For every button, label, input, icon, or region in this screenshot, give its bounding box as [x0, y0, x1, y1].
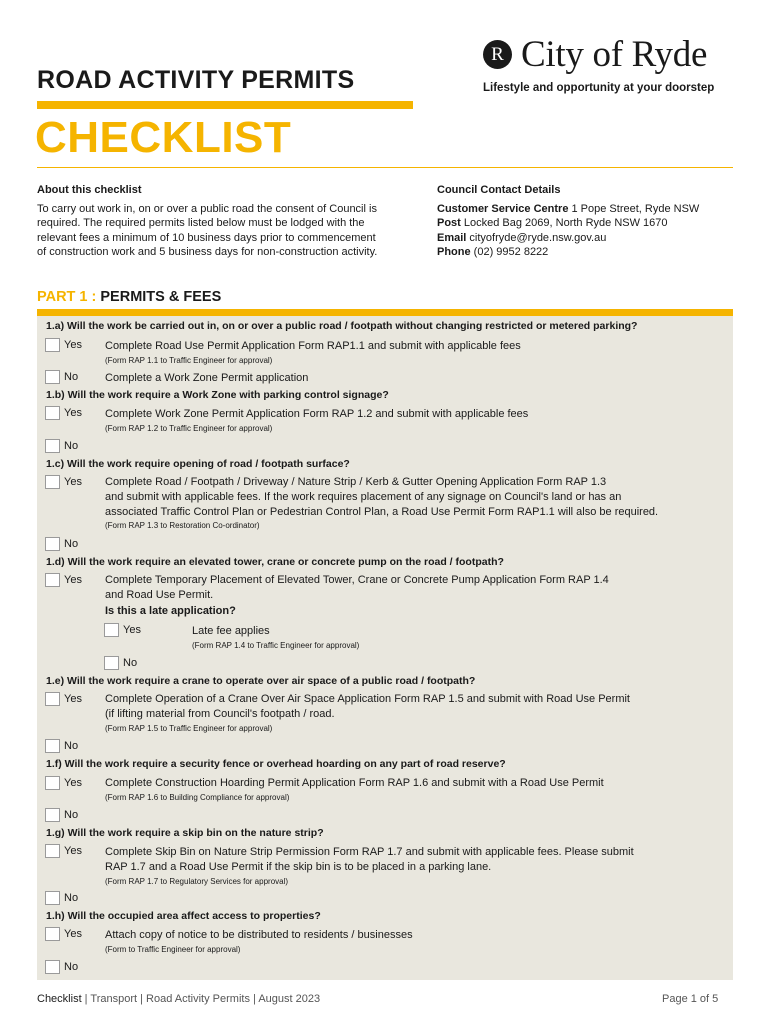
- contact-section: [437, 183, 737, 260]
- q1g-yes-line1: Complete Skip Bin on Nature Strip Permission Form RAP 1.7 and submit with applicable fees. Please submit: [105, 846, 634, 858]
- q1e-yes-line2: (if lifting material from Council's footpath / road.: [105, 708, 335, 720]
- option-label: No: [64, 892, 79, 904]
- q1h-yes-desc: Attach copy of notice to be distributed to residents / businesses: [105, 929, 413, 941]
- question-1h: 1.h) Will the occupied area affect access to properties?: [46, 910, 321, 922]
- q1g-yes-line2: RAP 1.7 and a Road Use Permit if the skip bin is to be placed in a parking lane.: [105, 861, 492, 873]
- option-1h-yes[interactable]: [45, 927, 82, 941]
- q1b-note: (Form RAP 1.2 to Traffic Engineer for approval): [105, 424, 273, 433]
- option-1d-late-yes[interactable]: [104, 623, 141, 637]
- phone-value: (02) 9952 8222: [470, 246, 549, 258]
- option-1f-no[interactable]: [45, 808, 78, 822]
- q1c-yes-line3: associated Traffic Control Plan or Pedestrian Control Plan, a Road Use Permit Form RAP1.1 will also be required.: [105, 506, 659, 518]
- checkbox[interactable]: [104, 656, 119, 670]
- question-1f: 1.f) Will the work require a security fence or overhead hoarding on any part of road reserve?: [46, 758, 506, 770]
- checkbox[interactable]: [45, 692, 60, 706]
- q1a-yes-desc: Complete Road Use Permit Application Form RAP1.1 and submit with applicable fees: [105, 340, 521, 352]
- footer-rest: | Transport | Road Activity Permits | August 2023: [81, 993, 321, 1005]
- question-1g: 1.g) Will the work require a skip bin on the nature strip?: [46, 827, 324, 839]
- option-label: Yes: [64, 476, 82, 488]
- option-label: Yes: [64, 777, 82, 789]
- option-label: Yes: [64, 339, 82, 351]
- checkbox[interactable]: [104, 623, 119, 637]
- q1e-yes-line1: Complete Operation of a Crane Over Air Space Application Form RAP 1.5 and submit with Road Use Permit: [105, 693, 630, 705]
- checkbox[interactable]: [45, 573, 60, 587]
- checkbox[interactable]: [45, 338, 60, 352]
- question-1d: 1.d) Will the work require an elevated tower, crane or concrete pump on the road / footpath?: [46, 556, 504, 568]
- option-label: No: [64, 440, 79, 452]
- option-label: Yes: [64, 574, 82, 586]
- option-1g-no[interactable]: [45, 891, 78, 905]
- checkbox[interactable]: [45, 475, 60, 489]
- option-label: No: [64, 961, 79, 973]
- q1c-note: (Form RAP 1.3 to Restoration Co-ordinator): [105, 521, 260, 530]
- checkbox[interactable]: [45, 739, 60, 753]
- checkbox[interactable]: [45, 808, 60, 822]
- q1c-yes-line1: Complete Road / Footpath / Driveway / Nature Strip / Kerb & Gutter Opening Application Form RAP 1.3: [105, 476, 607, 488]
- option-label: No: [64, 740, 79, 752]
- option-label: Yes: [64, 845, 82, 857]
- document-title: ROAD ACTIVITY PERMITS: [37, 66, 355, 94]
- q1d-yes-line2: and Road Use Permit.: [105, 589, 214, 601]
- option-1c-no[interactable]: [45, 537, 78, 551]
- q1g-note: (Form RAP 1.7 to Regulatory Services for approval): [105, 877, 289, 886]
- option-1a-yes[interactable]: [45, 338, 82, 352]
- about-heading: About this checklist: [37, 184, 142, 196]
- post-value: Locked Bag 2069, North Ryde NSW 1670: [460, 217, 668, 229]
- part-number: PART 1 :: [37, 289, 97, 305]
- question-1c: 1.c) Will the work require opening of road / footpath surface?: [46, 458, 350, 470]
- q1d-late-question: Is this a late application?: [105, 605, 236, 617]
- csc-label: Customer Service Centre: [437, 202, 569, 215]
- option-label: No: [64, 538, 79, 550]
- part-1-title: [37, 289, 221, 305]
- csc-value: 1 Pope Street, Ryde NSW: [568, 202, 700, 215]
- q1f-yes-desc: Complete Construction Hoarding Permit Application Form RAP 1.6 and submit with a Road Use Permit: [105, 777, 604, 789]
- part-divider: [37, 309, 733, 316]
- q1e-note: (Form RAP 1.5 to Traffic Engineer for approval): [105, 724, 273, 733]
- option-1c-yes[interactable]: [45, 475, 82, 489]
- checklist-divider: [37, 167, 733, 168]
- footer-document-info: [37, 993, 320, 1005]
- option-1d-late-no[interactable]: [104, 656, 137, 670]
- tagline: Lifestyle and opportunity at your doorstep: [483, 82, 715, 94]
- q1f-note: (Form RAP 1.6 to Building Compliance for approval): [105, 793, 290, 802]
- option-label: Yes: [64, 407, 82, 419]
- q1c-yes-line2: and submit with applicable fees. If the work requires placement of any signage on Council's land or has an: [105, 491, 622, 503]
- checkbox[interactable]: [45, 776, 60, 790]
- option-1a-no[interactable]: [45, 370, 78, 384]
- checklist-heading: CHECKLIST: [35, 113, 292, 162]
- checkbox[interactable]: [45, 844, 60, 858]
- email-label: Email: [437, 231, 467, 244]
- option-label: No: [64, 809, 79, 821]
- checkbox[interactable]: [45, 960, 60, 974]
- option-label: Yes: [64, 693, 82, 705]
- q1a-no-desc: Complete a Work Zone Permit application: [105, 372, 309, 384]
- checkbox[interactable]: [45, 370, 60, 384]
- about-section: [37, 183, 382, 260]
- phone-label: Phone: [437, 246, 471, 258]
- q1d-yes-line1: Complete Temporary Placement of Elevated Tower, Crane or Concrete Pump Application Form RAP 1.4: [105, 574, 609, 586]
- option-1d-yes[interactable]: [45, 573, 82, 587]
- checkbox[interactable]: [45, 891, 60, 905]
- about-body: To carry out work in, on or over a public road the consent of Council is required. The required permits listed below must be lodged with the relevant fees a minimum of 10 business days prior to commencement of construction work and 5 business days for non-construction activity.: [37, 202, 378, 258]
- option-1e-yes[interactable]: [45, 692, 82, 706]
- question-1a: 1.a) Will the work be carried out in, on or over a public road / footpath without changing restricted or metered parking?: [46, 320, 638, 332]
- part-name: PERMITS & FEES: [96, 289, 222, 305]
- post-label: Post: [437, 217, 461, 229]
- checkbox[interactable]: [45, 406, 60, 420]
- checkbox[interactable]: [45, 537, 60, 551]
- logo-text: City of Ryde: [521, 34, 708, 75]
- option-label: No: [123, 657, 138, 669]
- q1b-yes-desc: Complete Work Zone Permit Application Form RAP 1.2 and submit with applicable fees: [105, 408, 529, 420]
- footer-key: Checklist: [37, 993, 82, 1005]
- option-1b-yes[interactable]: [45, 406, 82, 420]
- logo-mark-icon: R: [483, 40, 512, 69]
- option-label: No: [64, 371, 79, 383]
- city-of-ryde-logo: [483, 33, 707, 76]
- option-1b-no[interactable]: [45, 439, 78, 453]
- q1d-late-desc: Late fee applies: [192, 625, 270, 637]
- question-1b: 1.b) Will the work require a Work Zone with parking control signage?: [46, 389, 389, 401]
- option-1f-yes[interactable]: [45, 776, 82, 790]
- contact-heading: Council Contact Details: [437, 184, 561, 196]
- checkbox[interactable]: [45, 927, 60, 941]
- title-underline: [37, 101, 413, 109]
- q1a-note: (Form RAP 1.1 to Traffic Engineer for approval): [105, 356, 273, 365]
- checkbox[interactable]: [45, 439, 60, 453]
- q1h-note: (Form to Traffic Engineer for approval): [105, 945, 241, 954]
- email-value[interactable]: cityofryde@ryde.nsw.gov.au: [466, 231, 607, 244]
- page-number: Page 1 of 5: [662, 993, 719, 1005]
- option-1h-no[interactable]: [45, 960, 78, 974]
- option-1g-yes[interactable]: [45, 844, 82, 858]
- option-label: Yes: [123, 624, 141, 636]
- option-label: Yes: [64, 928, 82, 940]
- option-1e-no[interactable]: [45, 739, 78, 753]
- question-1e: 1.e) Will the work require a crane to operate over air space of a public road / footpath?: [46, 675, 476, 687]
- q1d-note: (Form RAP 1.4 to Traffic Engineer for approval): [192, 641, 360, 650]
